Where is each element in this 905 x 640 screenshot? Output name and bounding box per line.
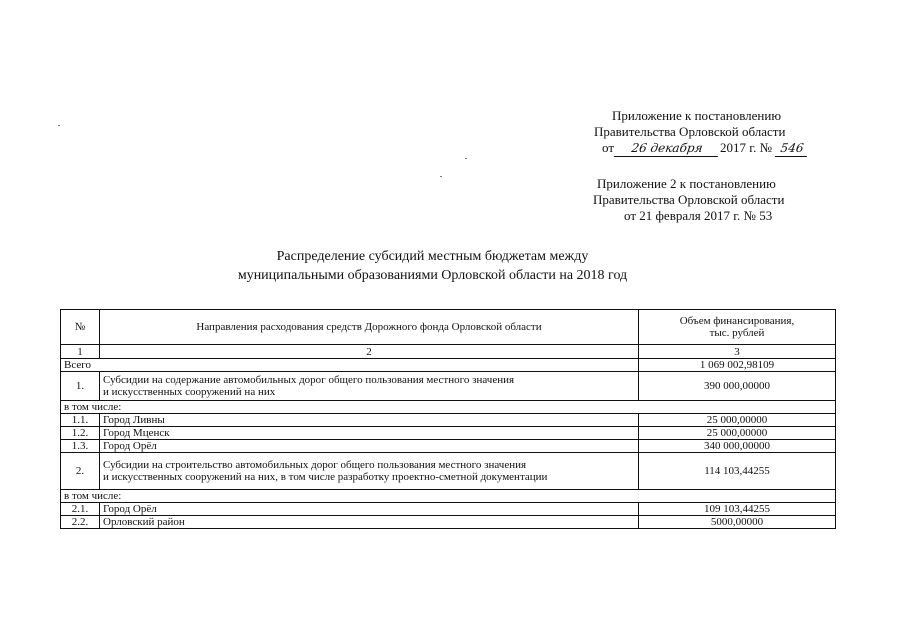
header-name: Направления расходования средств Дорожного фонда Орловской области [100, 310, 639, 345]
row-name: Город Мценск [100, 427, 639, 440]
distribution-table [60, 309, 836, 529]
total-amount: 1 069 002,98109 [639, 359, 836, 372]
including-row [61, 401, 836, 414]
column-index: 3 [639, 345, 836, 359]
table-row [61, 516, 836, 529]
section-row [61, 372, 836, 401]
appendix-header-line1: Приложение к постановлению [612, 108, 782, 123]
appendix-header-date-line [590, 140, 809, 157]
row-amount: 25 000,00000 [639, 427, 836, 440]
section-name [100, 372, 639, 401]
including-row [61, 490, 836, 503]
header-amount [639, 310, 836, 345]
section-name-line2: и искусственных сооружений на них [103, 386, 276, 398]
section-name-line1: Субсидии на строительство автомобильных дорог общего пользования местного значения [103, 459, 527, 471]
handwritten-date: 26 декабря [614, 140, 720, 157]
original-appendix-line3: от 21 февраля 2017 г. № 53 [624, 208, 773, 223]
scan-speck [58, 125, 60, 126]
date-prefix: от [602, 140, 615, 155]
row-name: Город Ливны [100, 414, 639, 427]
date-year-number-label: 2017 г. № [720, 140, 773, 155]
including-label: в том числе: [61, 490, 836, 503]
document-title-line2: муниципальными образованиями Орловской области на 2018 год [237, 268, 628, 283]
column-index: 2 [100, 345, 639, 359]
table-row [61, 414, 836, 427]
section-amount: 114 103,44255 [639, 453, 836, 490]
original-appendix-header [593, 176, 784, 224]
row-amount: 340 000,00000 [639, 440, 836, 453]
row-num: 1.3. [61, 440, 100, 453]
section-name-line1: Субсидии на содержание автомобильных дорог общего пользования местного значения [103, 374, 515, 386]
appendix-header [590, 108, 809, 157]
header-num: № [61, 310, 100, 345]
including-label: в том числе: [61, 401, 836, 414]
header-amount-line2: тыс. рублей [709, 327, 765, 339]
row-amount: 25 000,00000 [639, 414, 836, 427]
section-num: 2. [61, 453, 100, 490]
section-name [100, 453, 639, 490]
column-index: 1 [61, 345, 100, 359]
total-row [61, 359, 836, 372]
row-amount: 5000,00000 [639, 516, 836, 529]
table-header-row [61, 310, 836, 345]
row-num: 1.2. [61, 427, 100, 440]
row-num: 2.1. [61, 503, 100, 516]
section-amount: 390 000,00000 [639, 372, 836, 401]
header-amount-line1: Объем финансирования, [679, 315, 795, 327]
table-row [61, 440, 836, 453]
total-label: Всего [61, 359, 639, 372]
row-name: Город Орёл [100, 440, 639, 453]
original-appendix-line1: Приложение 2 к постановлению [597, 176, 776, 191]
scan-speck [440, 176, 442, 177]
column-index-row [61, 345, 836, 359]
section-row [61, 453, 836, 490]
section-name-line2: и искусственных сооружений на них, в том числе разработку проектно-сметной документации [103, 471, 548, 483]
section-num: 1. [61, 372, 100, 401]
scan-speck [465, 158, 467, 159]
row-name: Орловский район [100, 516, 639, 529]
document-title [180, 247, 685, 285]
handwritten-number: 546 [775, 140, 809, 157]
row-num: 1.1. [61, 414, 100, 427]
document-title-line1: Распределение субсидий местным бюджетам между [276, 249, 589, 264]
table-row [61, 503, 836, 516]
row-num: 2.2. [61, 516, 100, 529]
row-amount: 109 103,44255 [639, 503, 836, 516]
appendix-header-line2: Правительства Орловской области [594, 124, 786, 139]
row-name: Город Орёл [100, 503, 639, 516]
original-appendix-line2: Правительства Орловской области [593, 192, 785, 207]
table-row [61, 427, 836, 440]
